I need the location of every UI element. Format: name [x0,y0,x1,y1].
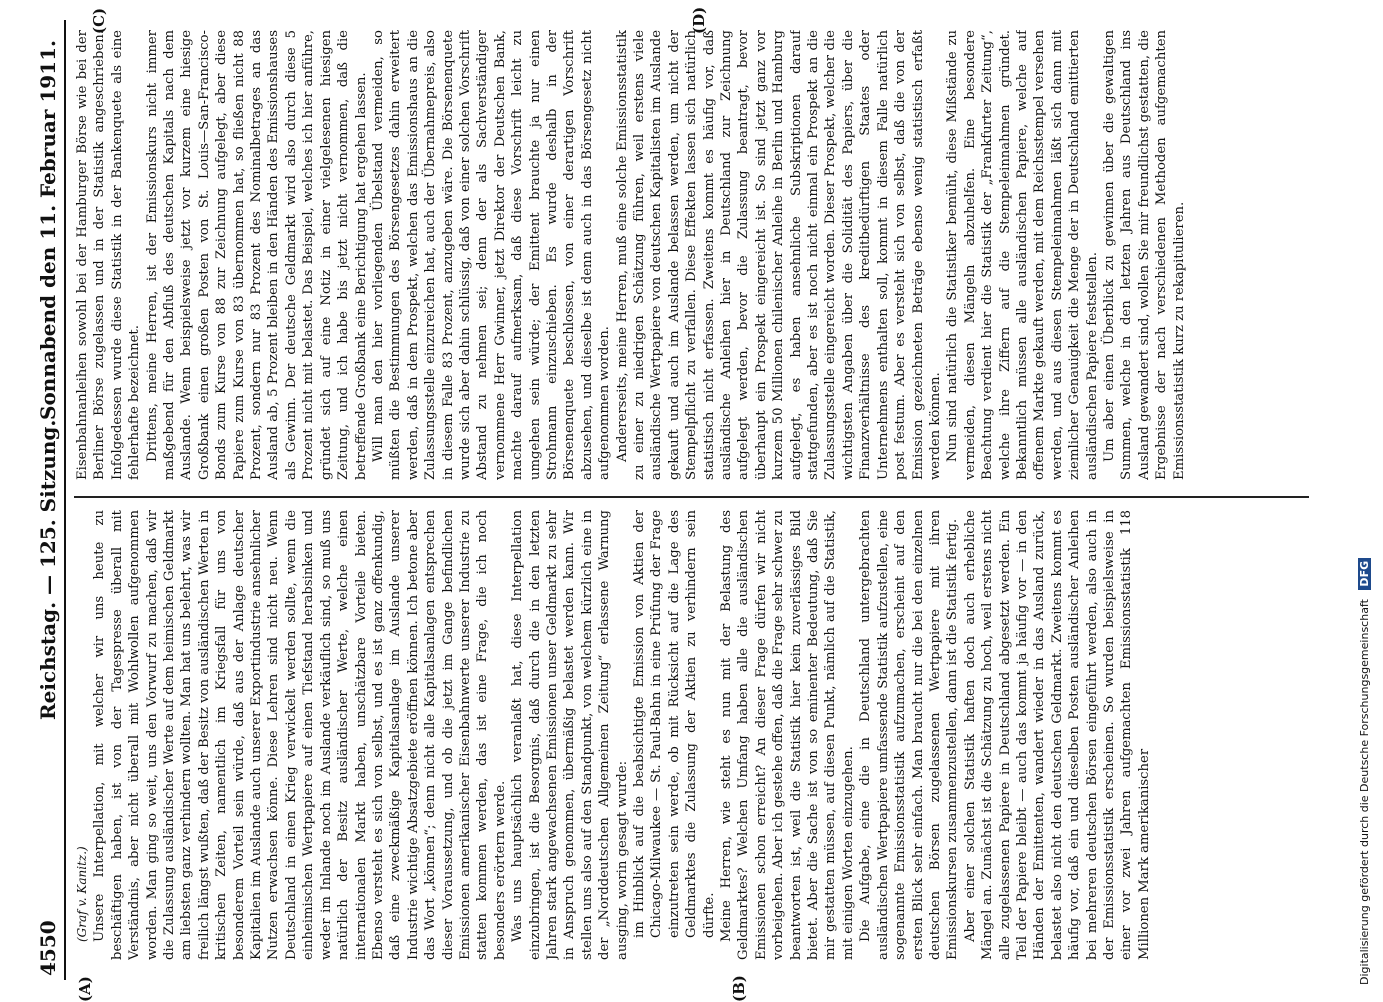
document-page [30,6,1320,1002]
credit-text: Digitalisierung gefördert durch die Deutsche Forschungsgemeinschaft [1358,599,1371,985]
right-text-column [74,30,1309,480]
digitization-credit [1358,5,1376,985]
speaker-name: (Graf v. Kanitz.) [75,846,89,942]
paragraph: Nun sind natürlich die Statistiker bemüht, diese Mißstände zu vermeiden, diesen Mängeln abzuhelfen. Eine besondere Beachtung verdient hier die Statistik der „Frankfurter Zeitung“, welche ihre Ziffern auf die Stempeleinnahmen gründet. Bekanntlich müssen alle ausländischen Papiere, welche auf offenem Markte gekauft werden, mit dem Reichsstempel versehen werden, und aus diesen Stempeleinnahmen läßt sich dann mit ziemlicher Genauigkeit die Menge der in Deutschland emittierten ausländischen Papiere feststellen. [945,30,1100,480]
paragraph: Aber einer solchen Statistik haften doch auch erhebliche Mängel an. Zunächst ist die Schätzung zu hoch, weil erstens nicht alle zugelassenen Papiere in Deutschland abgesetzt werden. Ein Teil der Papiere bleibt — auch das kommt ja häufig vor — in den Händen der Emittenten, wandert wieder in das Ausland zurück, belastet also nicht den deutschen Geldmarkt. Zweitens kommt es häufig vor, daß ein und dieselben Posten ausländischer Anleihen bei mehreren deutschen Börsen eingeführt werden, also auch in der Emissionsstatistik erscheinen. So wurden beispielsweise in einer vor zwei Jahren aufgemachten Emissionsstatistik 118 Millionen Mark amerikanischer [962,510,1152,960]
margin-marker-d: (D) [690,6,708,34]
session-date: Sonnabend den 11. Februar 1911. [36,40,60,420]
paragraph: Drittens, meine Herren, ist der Emissionskurs nicht immer maßgebend für den Abfluß des deutschen Kapitals nach dem Auslande. Wenn beispielsweise jetzt vor kurzem eine hiesige Großbank einen großen Posten von St. Louis—San-Francisco-Bonds zum Kurse von 88 zur Zeichnung aufgelegt, aber diese Papiere zum Kurse von 83 übernommen hat, so fließen nicht 88 Prozent, sondern nur 83 Prozent des Nominalbetrages an das Ausland ab, 5 Prozent bleiben in den Händen des Emissionshauses als Gewinn. Der deutsche Geldmarkt wird also durch diese 5 Prozent nicht mit belastet. Das Beispiel, welches ich hier anführe, gründet sich auf eine Notiz in einer vielgelesenen hiesigen Zeitung, und ich habe bis jetzt nicht vernommen, daß die betreffende Großbank eine Berichtigung hat ergehen lassen. [144,30,369,480]
paragraph: Andererseits, meine Herren, muß eine solche Emissionsstatistik zu einer zu niedrigen Schätzung führen, weil erstens viele ausländische Wertpapiere von deutschen Kapitalisten im Auslande gekauft und auch im Auslande belassen werden, um nicht der Stempelpflicht zu verfallen. Diese Effekten lassen sich natürlich statistisch nicht erfassen. Zweitens kommt es häufig vor, daß ausländische Anleihen hier in Deutschland zur Zeichnung aufgelegt werden, bevor die Zulassung beantragt, bevor überhaupt ein Prospekt eingereicht ist. So sind jetzt ganz vor kurzem 50 Millionen chilenischer Anleihe in Berlin und Hamburg aufgelegt, es haben ansehnliche Subskriptionen darauf stattgefunden, aber es ist noch nicht einmal ein Prospekt an die Zulassungsstelle eingereicht worden. Dieser Prospekt, welcher die wichtigsten Angaben über die Solidität des Papiers, über die Finanzverhältnisse des kreditbedürftigen Staates oder Unternehmens enthalten soll, kommt in diesem Falle natürlich post festum. Aber es versteht sich von selbst, daß die von der Emission gezeichneten Beträge ebenso wenig statistisch erfaßt werden können. [614,30,943,480]
page-header [30,20,66,980]
paragraph: Was uns hauptsächlich veranlaßt hat, diese Interpellation einzubringen, ist die Besorgnis, daß durch die in den letzten Jahren stark angewachsenen Emissionen unser Geldmarkt zu sehr in Anspruch genommen, übermäßig belastet werden kann. Wir stellen uns also auf den Standpunkt, von welchem kürzlich eine in der „Norddeutschen Allgemeinen Zeitung“ erlassene Warnung ausging, worin gesagt wurde: [510,510,630,960]
paragraph: Eisenbahnanleihen sowohl bei der Hamburger Börse wie bei der Berliner Börse zugelassen und in der Statistik angeschrieben. Infolgedessen wurde diese Statistik in der Bankenquete als eine fehlerhafte bezeichnet. [75,30,143,480]
margin-marker-c: (C) [90,7,108,34]
paragraph: Unsere Interpellation, mit welcher wir uns heute zu beschäftigen haben, ist von der Tagespresse überall mit Verständnis, aber nicht überall mit Wohlwollen aufgenommen worden. Man ging so weit, uns den Vorwurf zu machen, daß wir die Zulassung ausländischer Werte auf dem heimischen Geldmarkt am liebsten ganz verhindern wollten. Man hat uns belehrt, was wir freilich längst wußten, daß der Besitz von ausländischen Werten in kritischen Zeiten, namentlich im Kriegsfall für uns von besonderem Vorteil sein würde, daß aus der Anlage deutscher Kapitalien im Auslande auch unserer Exportindustrie ansehnlicher Nutzen erwachsen könne. Diese Lehren sind nicht neu. Wenn Deutschland in einen Krieg verwickelt werden sollte, wenn die einheimischen Wertpapiere auf einen Tiefstand herabsinken und weder im Inlande noch im Auslande verkäuflich sind, so muß uns natürlich der Besitz ausländischer Werte, welche einen internationalen Markt haben, unschätzbare Vorteile bieten. Ebenso versteht es sich von selbst, und es ist ganz offenkundig, daß eine zweckmäßige Kapitalsanlage im Auslande unserer Industrie wichtige Absatzgebiete eröffnen können. Ich betone aber das Wort „können“; denn nicht alle Kapitalsanlagen entsprechen dieser Voraussetzung, und ob die jetzt im Gange befindlichen Emissionen amerikanischer Eisenbahnwerte unserer Industrie zu statten kommen werden, das ist eine Frage, die ich noch besonders erörtern werde. [92,510,508,960]
column-divider [74,496,1309,498]
margin-marker-a: (A) [76,976,94,1002]
paragraph: Will man den hier vorliegenden Übelstand vermeiden, so müßten die Bestimmungen des Börsengesetzes dahin erweitert werden, daß in dem Prospekt, welchen das Emissionshaus an die Zulassungsstelle einzureichen hat, auch der Übernahmepreis, also in diesem Falle 83 Prozent, anzugeben wäre. Die Börsenenquete wurde sich aber dahin schlüssig, daß von einer solchen Vorschrift Abstand zu nehmen sei; denn der als Sachverständiger vernommene Herr Gwinner, jetzt Direktor der Deutschen Bank, machte darauf aufmerksam, daß diese Vorschrift leicht zu umgehen sein würde; der Emittent brauchte ja nur einen Strohmann einzuschieben. Es wurde deshalb in der Börsenenquete beschlossen, von einer derartigen Vorschrift abzusehen, und dieselbe ist denn auch in das Börsengesetz nicht aufgenommen worden. [370,30,613,480]
margin-marker-b: (B) [730,975,748,1002]
left-text-column [74,510,1309,960]
paragraph: Um aber einen Überblick zu gewinnen über die gewaltigen Summen, welche in den letzten Jahren aus Deutschland ins Ausland gewandert sind, wollen Sie mir freundlichst gestatten, die Ergebnisse der nach verschiedenen Methoden aufgemachten Emissionsstatistik kurz zu rekapitulieren. [1101,30,1187,480]
paragraph: Meine Herren, wie steht es nun mit der Belastung des Geldmarktes? Welchen Umfang haben alle die ausländischen Emissionen schon erreicht? An dieser Frage dürfen wir nicht vorbeigehen. Aber ich gestehe offen, daß die Frage sehr schwer zu beantworten ist, weil die Statistik hier kein zuverlässiges Bild bietet. Aber die Sache ist von so eminenter Bedeutung, daß Sie mir gestatten müssen, auf diesen Punkt, nämlich auf die Statistik, mit einigen Worten einzugehen. [719,510,856,960]
page-number: 4550 [36,920,60,976]
paragraph: Die Aufgabe, eine die in Deutschland untergebrachten ausländischen Wertpapiere umfassende Statistik aufzustellen, eine sogenannte Emissionsstatistik aufzumachen, erscheint auf den ersten Blick sehr einfach. Man braucht nur die bei den einzelnen deutschen Börsen zugelassenen Wertpapiere mit ihren Emissionskursen zusammenzustellen, dann ist die Statistik fertig. [858,510,961,960]
session-title: Reichstag. — 125. Sitzung. [36,419,60,720]
quoted-passage: im Hinblick auf die beabsichtigte Emission von Aktien der Chicago-Milwaukee — St. Paul-Bahn in eine Prüfung der Frage einzutreten sein werde, ob mit Rücksicht auf die Lage des Geldmarktes die Zulassung der Aktien zu verhindern sein dürfte. [632,510,717,938]
dfg-logo: DFG [1358,558,1371,590]
